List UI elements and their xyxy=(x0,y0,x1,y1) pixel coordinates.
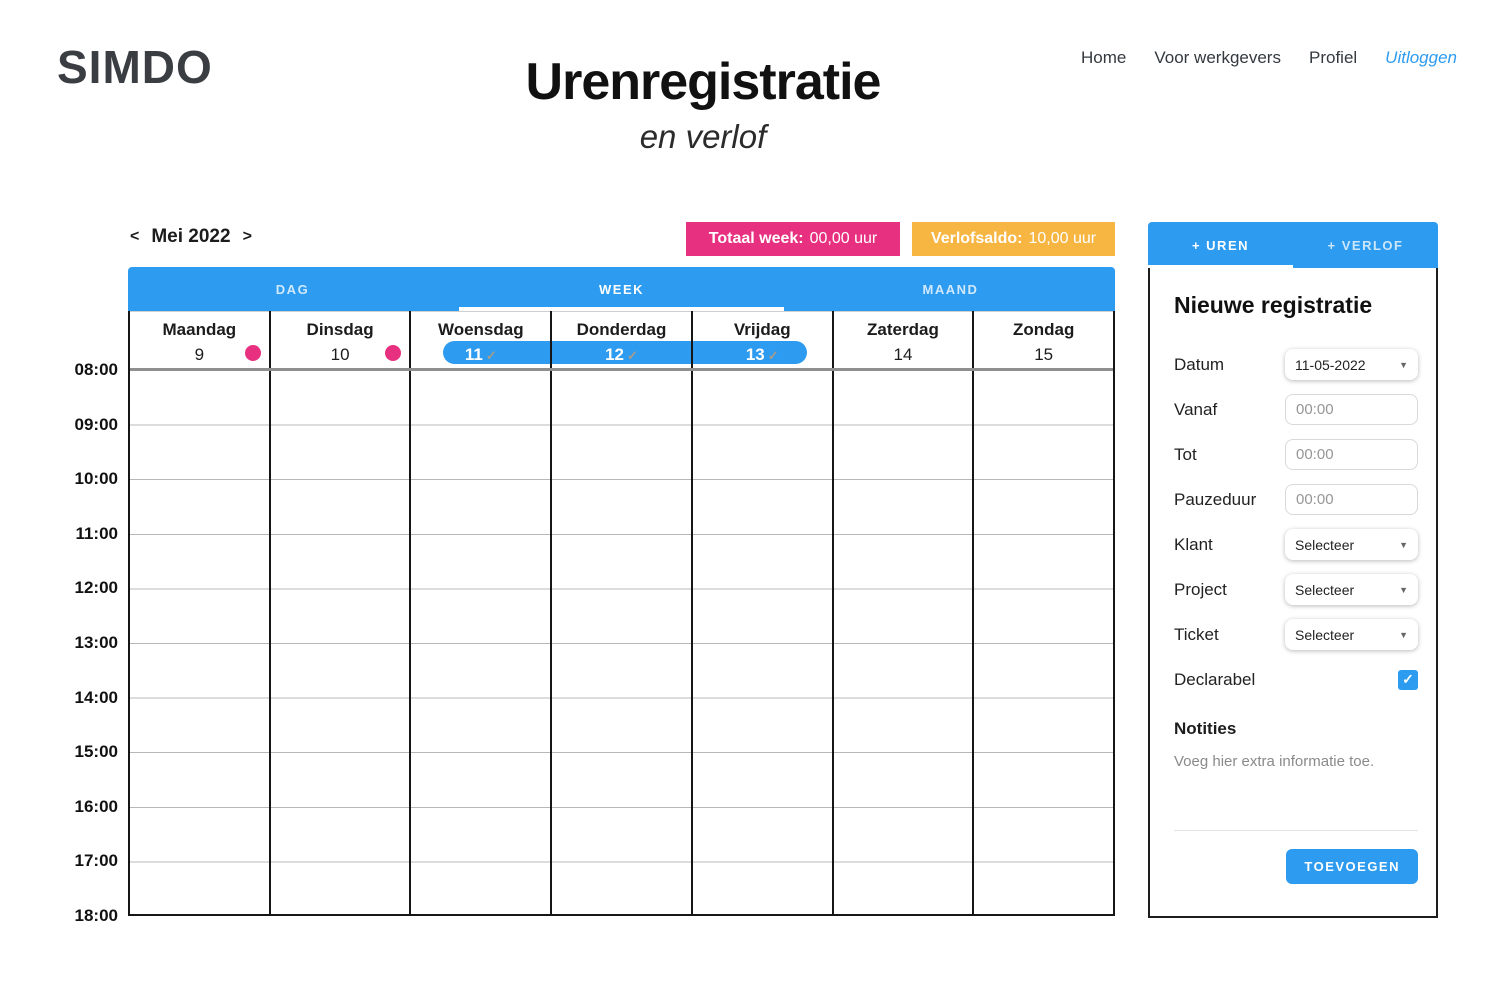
toevoegen-button[interactable]: TOEVOEGEN xyxy=(1286,849,1418,884)
time-label: 09:00 xyxy=(74,415,118,434)
day-header-zaterdag[interactable] xyxy=(832,311,973,368)
submit-row xyxy=(1174,849,1418,884)
page-header xyxy=(398,52,1008,156)
klant-value: Selecteer xyxy=(1295,536,1355,553)
project-value: Selecteer xyxy=(1295,581,1355,598)
caret-down-icon: ▼ xyxy=(1399,359,1408,370)
time-label: 08:00 xyxy=(74,360,118,379)
time-label: 18:00 xyxy=(74,906,118,925)
day-name: Donderdag xyxy=(576,320,667,339)
day-header-maandag[interactable] xyxy=(130,311,269,368)
declarabel-row xyxy=(1174,664,1418,695)
tab-verlof[interactable]: + VERLOF xyxy=(1327,237,1404,253)
ticket-select[interactable] xyxy=(1285,619,1418,650)
ticket-row xyxy=(1174,619,1418,650)
tab-week[interactable]: WEEK xyxy=(457,267,786,311)
time-label: 10:00 xyxy=(74,469,118,488)
tot-row xyxy=(1174,439,1418,470)
notities-label: Notities xyxy=(1174,719,1237,738)
page-subtitle: en verlof xyxy=(639,118,767,155)
klant-row xyxy=(1174,529,1418,560)
verlofsaldo-badge xyxy=(912,222,1115,256)
day-column-woensdag[interactable] xyxy=(409,371,550,914)
project-select[interactable] xyxy=(1285,574,1418,605)
day-name: Zaterdag xyxy=(867,320,939,339)
check-icon: ✓ xyxy=(485,348,497,363)
day-column-vrijdag[interactable] xyxy=(691,371,832,914)
registration-tab-bar xyxy=(1148,222,1438,268)
day-number: 11 xyxy=(464,345,483,364)
time-label: 14:00 xyxy=(74,688,118,707)
day-header-donderdag[interactable] xyxy=(550,311,691,368)
event-dot-icon xyxy=(245,345,261,361)
week-calendar xyxy=(128,311,1115,916)
panel-title: Nieuwe registratie xyxy=(1174,292,1373,318)
check-icon: ✓ xyxy=(767,348,779,363)
time-label: 15:00 xyxy=(74,742,118,761)
day-column-maandag[interactable] xyxy=(130,371,269,914)
ticket-value: Selecteer xyxy=(1295,626,1355,643)
datum-row xyxy=(1174,349,1418,380)
caret-down-icon: ▼ xyxy=(1399,584,1408,595)
day-column-zaterdag[interactable] xyxy=(832,371,973,914)
pauzeduur-label: Pauzeduur xyxy=(1174,489,1257,509)
day-number: 9 xyxy=(194,345,205,364)
day-number: 12 xyxy=(605,345,625,364)
prev-month-icon[interactable]: < xyxy=(130,228,140,245)
vanaf-input[interactable] xyxy=(1285,394,1418,425)
datum-value: 11-05-2022 xyxy=(1295,356,1366,373)
time-label: 12:00 xyxy=(74,578,118,597)
day-number: 13 xyxy=(745,345,765,364)
day-header-zondag[interactable] xyxy=(972,311,1113,368)
day-name: Vrijdag xyxy=(733,320,791,339)
caret-down-icon: ▼ xyxy=(1399,539,1408,550)
time-axis xyxy=(40,0,118,982)
day-number: 10 xyxy=(330,345,350,364)
total-week-label: Totaal week: xyxy=(708,230,804,247)
day-column-donderdag[interactable] xyxy=(550,371,691,914)
verlofsaldo-value: 10,00 uur xyxy=(1028,230,1097,247)
month-label: Mei 2022 xyxy=(151,226,231,247)
top-navigation xyxy=(1081,48,1457,68)
tot-label: Tot xyxy=(1174,444,1197,464)
next-month-icon[interactable]: > xyxy=(242,228,252,245)
time-label: 11:00 xyxy=(75,524,118,543)
notities-textarea[interactable] xyxy=(1174,753,1418,815)
verlofsaldo-label: Verlofsaldo: xyxy=(930,230,1023,247)
datum-label: Datum xyxy=(1174,354,1225,374)
vanaf-row xyxy=(1174,394,1418,425)
hour-grid xyxy=(130,368,1113,914)
time-label: 16:00 xyxy=(74,797,118,816)
vanaf-label: Vanaf xyxy=(1174,399,1218,419)
pauzeduur-row xyxy=(1174,484,1418,515)
total-week-badge xyxy=(686,222,900,256)
day-header-vrijdag[interactable] xyxy=(691,311,832,368)
day-header-dinsdag[interactable] xyxy=(269,311,410,368)
day-name: Zondag xyxy=(1012,320,1075,339)
tot-input[interactable] xyxy=(1285,439,1418,470)
day-header-woensdag[interactable] xyxy=(409,311,550,368)
day-column-dinsdag[interactable] xyxy=(269,371,410,914)
page-title: Urenregistratie xyxy=(525,53,881,111)
panel-divider xyxy=(1174,830,1418,831)
day-name: Woensdag xyxy=(437,320,524,339)
tab-uren[interactable]: + UREN xyxy=(1191,237,1250,253)
nav-voor-werkgevers[interactable]: Voor werkgevers xyxy=(1154,48,1281,67)
pauzeduur-input[interactable] xyxy=(1285,484,1418,515)
time-label: 13:00 xyxy=(74,633,118,652)
new-registration-panel xyxy=(1148,268,1438,918)
tab-dag[interactable]: DAG xyxy=(275,281,310,297)
day-column-zondag[interactable] xyxy=(972,371,1113,914)
nav-home[interactable]: Home xyxy=(1081,48,1127,67)
project-row xyxy=(1174,574,1418,605)
brand-logo: SIMDO xyxy=(57,41,213,93)
declarabel-label: Declarabel xyxy=(1174,669,1256,689)
nav-profiel[interactable]: Profiel xyxy=(1308,48,1358,67)
time-label: 17:00 xyxy=(74,851,118,870)
day-name: Dinsdag xyxy=(306,320,374,339)
day-number: 15 xyxy=(1034,345,1054,364)
day-header-row xyxy=(130,311,1113,368)
project-label: Project xyxy=(1174,579,1227,599)
day-name: Maandag xyxy=(162,320,237,339)
view-tab-bar xyxy=(128,267,1115,311)
klant-select[interactable] xyxy=(1285,529,1418,560)
datum-select[interactable] xyxy=(1285,349,1418,380)
total-week-value: 00,00 uur xyxy=(809,230,878,247)
tab-maand[interactable]: MAAND xyxy=(922,281,979,297)
nav-uitloggen[interactable]: Uitloggen xyxy=(1385,48,1457,67)
caret-down-icon: ▼ xyxy=(1399,629,1408,640)
day-number: 14 xyxy=(893,345,913,364)
declarabel-checkbox[interactable] xyxy=(1398,670,1418,690)
check-icon: ✓ xyxy=(627,348,638,363)
ticket-label: Ticket xyxy=(1174,624,1219,644)
klant-label: Klant xyxy=(1174,534,1213,554)
check-icon: ✓ xyxy=(1402,671,1414,687)
month-navigation xyxy=(130,226,252,248)
